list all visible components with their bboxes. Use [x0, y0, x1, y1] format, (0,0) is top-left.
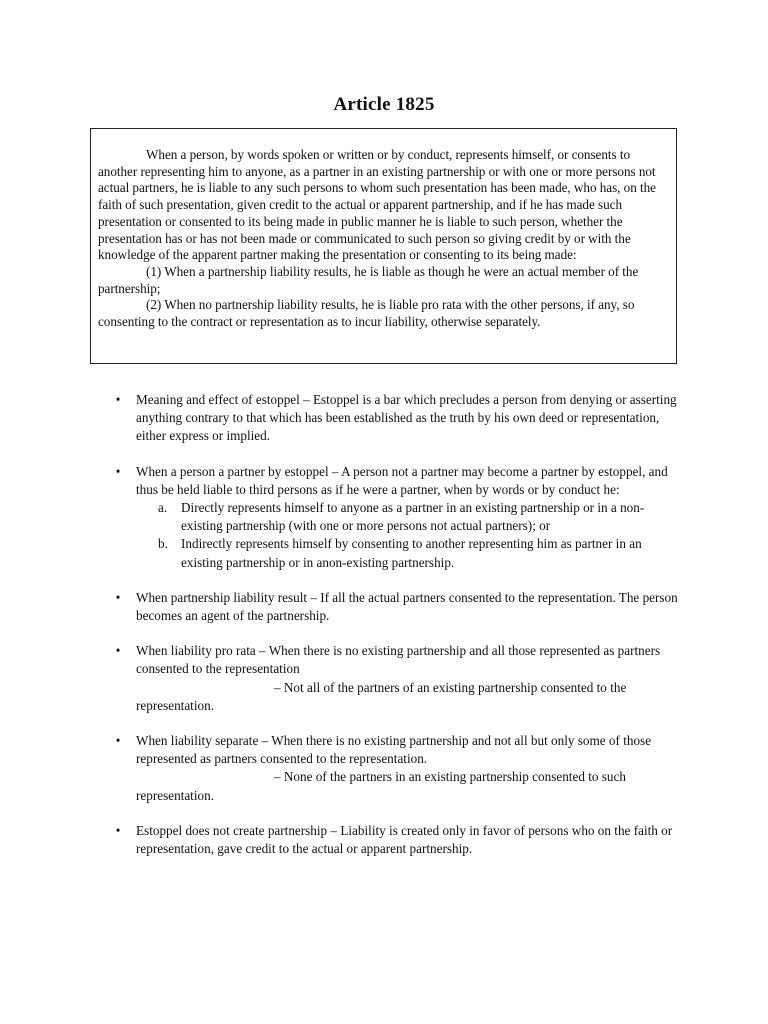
bullet-text: When liability pro rata – When there is no existing partnership and all those represented as partners consented to the representation	[136, 643, 661, 677]
bullet-text: Meaning and effect of estoppel – Estoppel is a bar which precludes a person from denying or asserting anything contrary to that which has been established as the truth by his own deed or representation, either express or implied.	[136, 392, 677, 444]
bullet-continuation: – None of the partners in an existing partnership consented to such	[274, 769, 626, 785]
bullet-continuation: – Not all of the partners of an existing partnership consented to the	[274, 679, 627, 695]
sub-item-b	[136, 535, 682, 571]
bullet-text: Estoppel does not create partnership – Liability is created only in favor of persons who on the faith or representation, gave credit to the actual or apparent partnership.	[136, 822, 673, 857]
bullet-text: When a person a partner by estoppel – A person not a partner may become a partner by estoppel, and thus be held liable to third persons as if he were a partner, when by words or by conduct he:	[136, 463, 668, 497]
notes-bullet-list	[112, 391, 682, 875]
sub-marker: b.	[158, 536, 168, 552]
bullet-marker: •	[115, 392, 121, 407]
sub-item-text: Indirectly represents himself by consenting to another representing him as partner in an existing partnership or in anon-existing partnership.	[181, 536, 642, 570]
bullet-marker: •	[115, 643, 121, 659]
article-text-box	[90, 128, 677, 364]
bullet-marker: •	[115, 589, 121, 605]
sub-item-text: Directly represents himself to anyone as a partner in an existing partnership or in a non-existing partnership (with one or more persons not actual partners); or	[181, 500, 645, 534]
bullet-partnership-liability	[112, 589, 682, 625]
bullet-text: When partnership liability result – If all the actual partners consented to the representation. The person becomes an agent of the partnership.	[136, 589, 678, 624]
bullet-continuation-end: representation.	[136, 787, 214, 803]
sub-marker: a.	[158, 500, 168, 516]
page-title: Article 1825	[333, 94, 435, 115]
article-item-1: (1) When a partnership liability results, he is liable as though he were an actual member of the partnership;	[98, 263, 639, 296]
article-text	[98, 147, 670, 331]
bullet-marker: •	[115, 463, 121, 479]
bullet-continuation-end: representation.	[136, 697, 214, 713]
sub-list	[136, 499, 682, 572]
bullet-liability-separate	[112, 732, 682, 805]
bullet-partner-by-estoppel	[112, 463, 682, 572]
sub-item-a	[136, 499, 682, 535]
bullet-estoppel-meaning	[112, 391, 682, 446]
bullet-marker: •	[115, 733, 121, 749]
bullet-marker: •	[115, 822, 121, 838]
bullet-liability-pro-rata	[112, 642, 682, 715]
bullet-estoppel-no-partnership	[112, 822, 682, 858]
article-item-2: (2) When no partnership liability results, he is liable pro rata with the other persons, if any, so consenting to the contract or representation as to incur liability, otherwise separately.	[98, 297, 635, 330]
article-paragraph: When a person, by words spoken or written or by conduct, represents himself, or consents to another representing him to anyone, as a partner in an existing partnership or with one or more persons not actual partners, he is liable to any such persons to whom such presentation has been made, who has, on the faith of such presentation, given credit to the actual or apparent partnership, and if he has made such presentation or consented to its being made in public manner he is liable to such person, whether the presentation has or has not been made or communicated to such person so giving credit by or with the knowledge of the apparent partner making the presentation or consenting to its being made:	[98, 147, 656, 263]
bullet-text: When liability separate – When there is no existing partnership and not all but only some of those represented as partners consented to the representation.	[136, 733, 652, 767]
